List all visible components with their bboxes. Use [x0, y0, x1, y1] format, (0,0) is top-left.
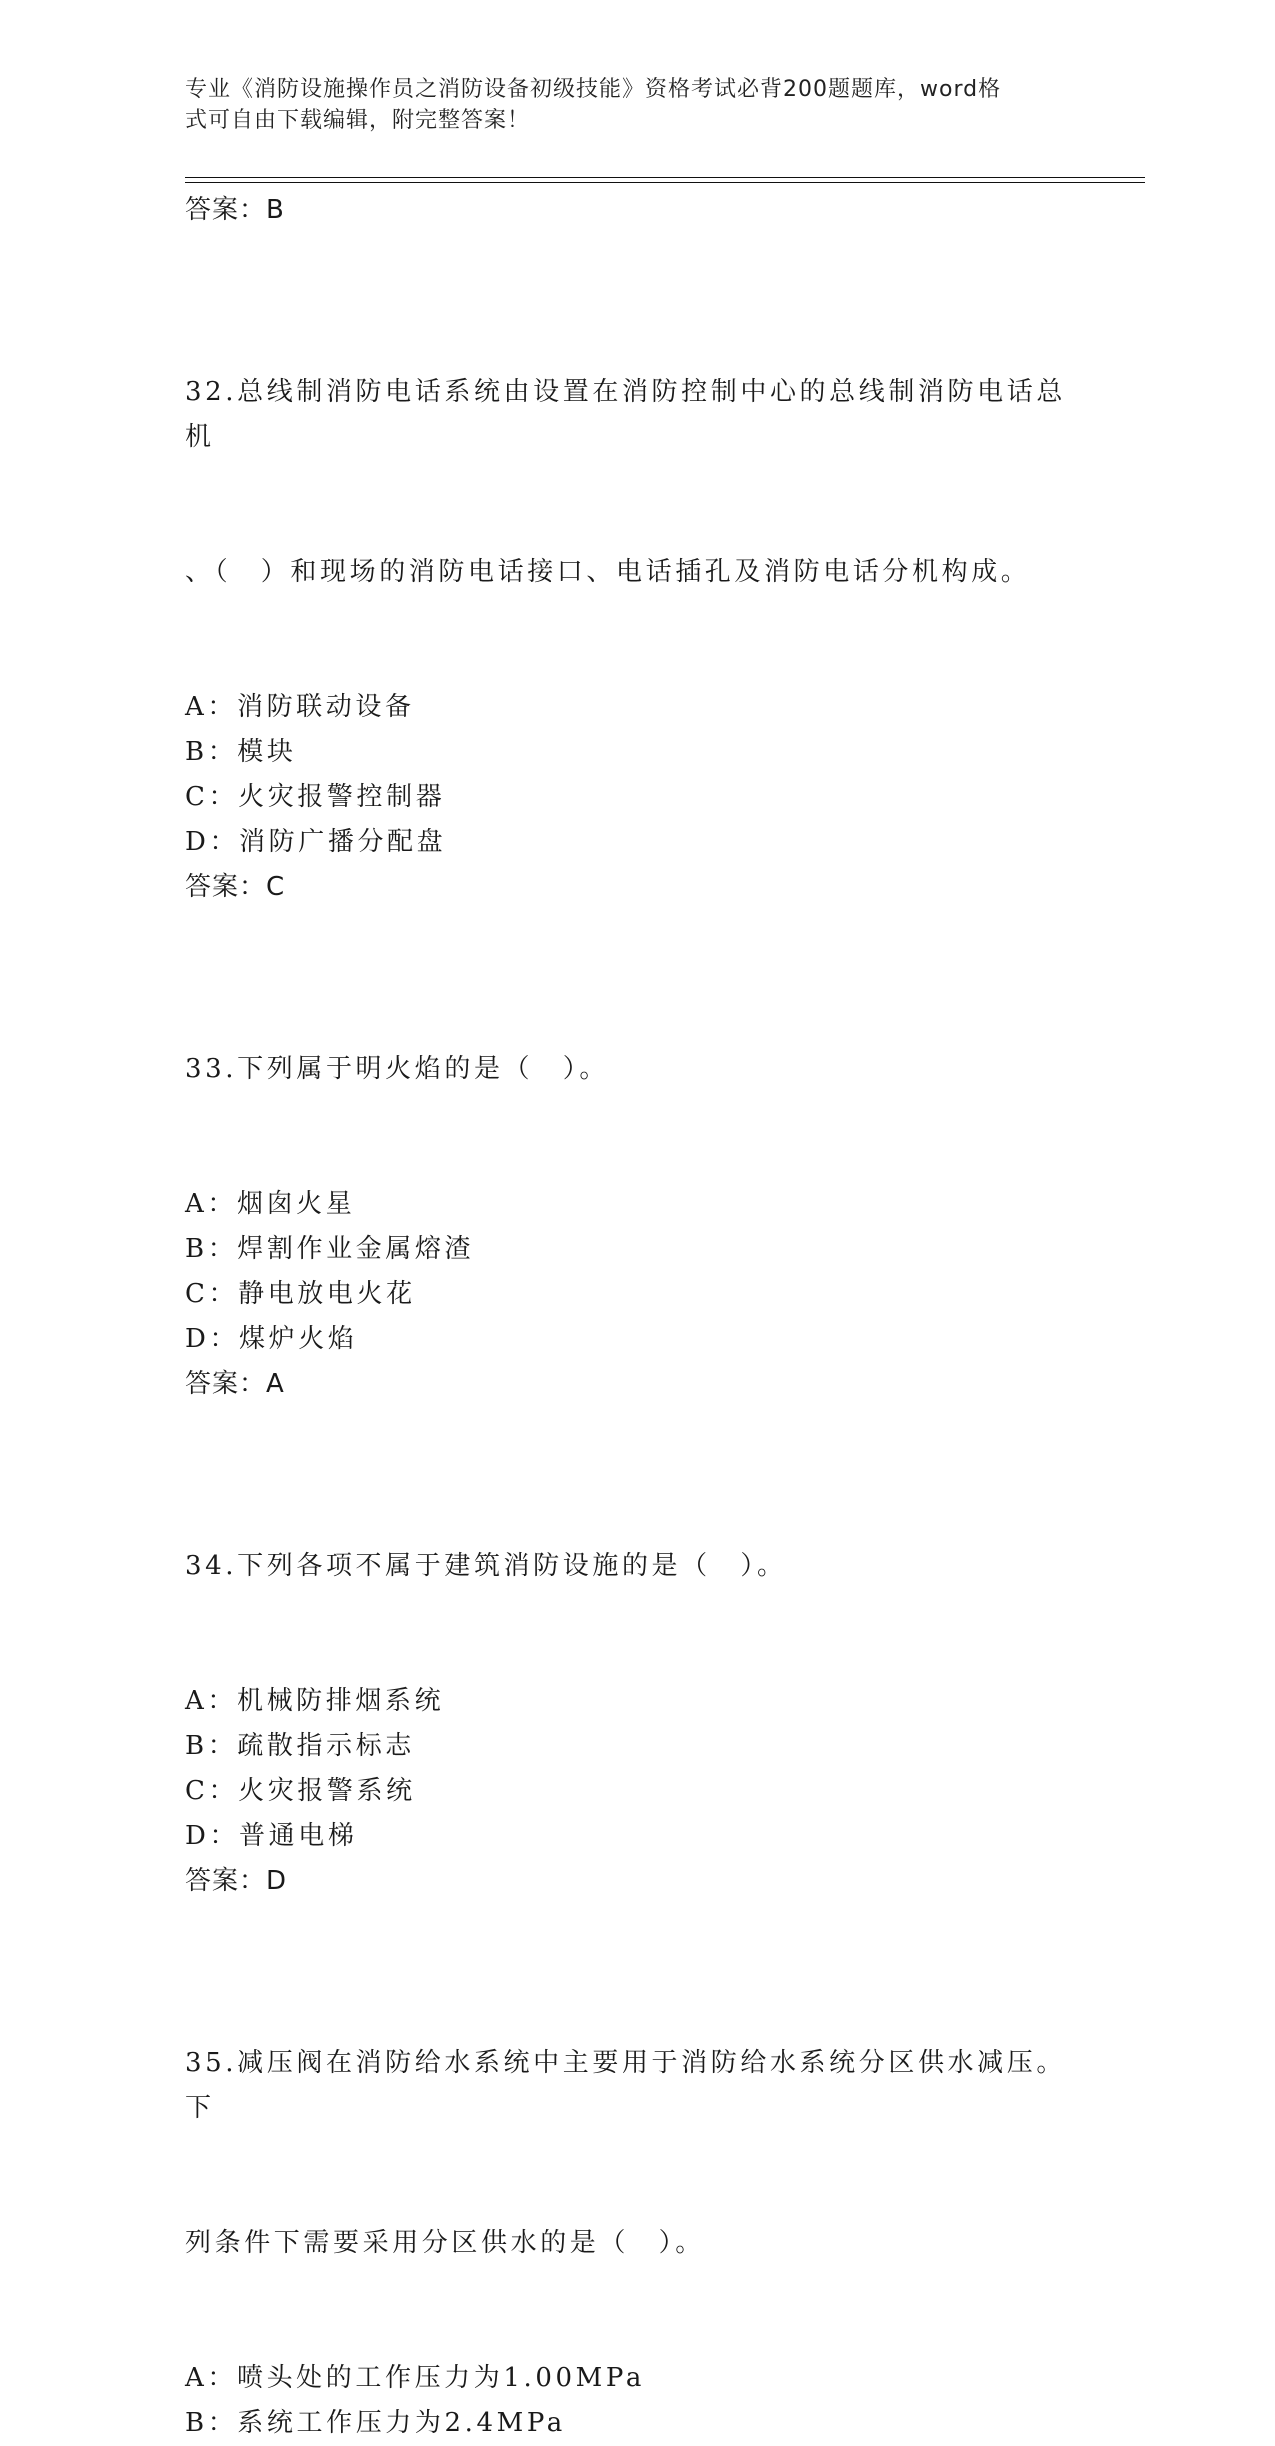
question-item — [185, 1951, 1085, 2446]
option-a: A：喷头处的工作压力为1.00MPa — [185, 2363, 645, 2393]
question-item — [185, 1454, 1085, 1904]
page-header — [185, 74, 1065, 136]
header-divider-top — [185, 177, 1145, 178]
header-line-1: 专业《消防设施操作员之消防设备初级技能》资格考试必背200题题库，word格 — [185, 77, 1002, 102]
answer-line: 答案：D — [185, 1866, 288, 1896]
answer-line: 答案：C — [185, 872, 286, 902]
option-c: C：火灾报警控制器 — [185, 782, 446, 812]
answer-line: 答案：A — [185, 1369, 285, 1399]
question-stem-line: 32.总线制消防电话系统由设置在消防控制中心的总线制消防电话总机 — [185, 377, 1066, 452]
question-stem-line: 34.下列各项不属于建筑消防设施的是（ ）。 — [185, 1551, 787, 1581]
option-a: A：消防联动设备 — [185, 692, 415, 722]
option-d: D：煤炉火焰 — [185, 1324, 358, 1354]
previous-answer: 答案：B — [185, 195, 285, 225]
option-c: C：静电放电火花 — [185, 1279, 416, 1309]
question-stem-line: 列条件下需要采用分区供水的是（ ）。 — [185, 2228, 705, 2258]
question-stem-line: 35.减压阀在消防给水系统中主要用于消防给水系统分区供水减压。下 — [185, 2048, 1066, 2123]
option-d: D：消防广播分配盘 — [185, 827, 447, 857]
question-stem — [185, 1454, 1085, 1679]
option-a: A：烟囱火星 — [185, 1189, 356, 1219]
header-divider-bottom — [185, 182, 1145, 183]
option-b: B：系统工作压力为2.4MPa — [185, 2408, 566, 2438]
question-list — [185, 188, 1085, 2446]
option-b: B：模块 — [185, 737, 297, 767]
option-b: B：焊割作业金属熔渣 — [185, 1234, 475, 1264]
question-stem — [185, 957, 1085, 1182]
option-b: B：疏散指示标志 — [185, 1731, 415, 1761]
question-stem — [185, 1951, 1085, 2356]
question-stem-line: 33.下列属于明火焰的是（ ）。 — [185, 1054, 609, 1084]
question-stem — [185, 280, 1085, 685]
option-d: D：普通电梯 — [185, 1821, 358, 1851]
option-c: C：火灾报警系统 — [185, 1776, 416, 1806]
question-item — [185, 957, 1085, 1407]
question-stem-line: 、（ ）和现场的消防电话接口、电话插孔及消防电话分机构成。 — [185, 557, 1031, 587]
header-line-2: 式可自由下载编辑，附完整答案！ — [185, 108, 531, 133]
option-a: A：机械防排烟系统 — [185, 1686, 445, 1716]
question-item — [185, 280, 1085, 910]
